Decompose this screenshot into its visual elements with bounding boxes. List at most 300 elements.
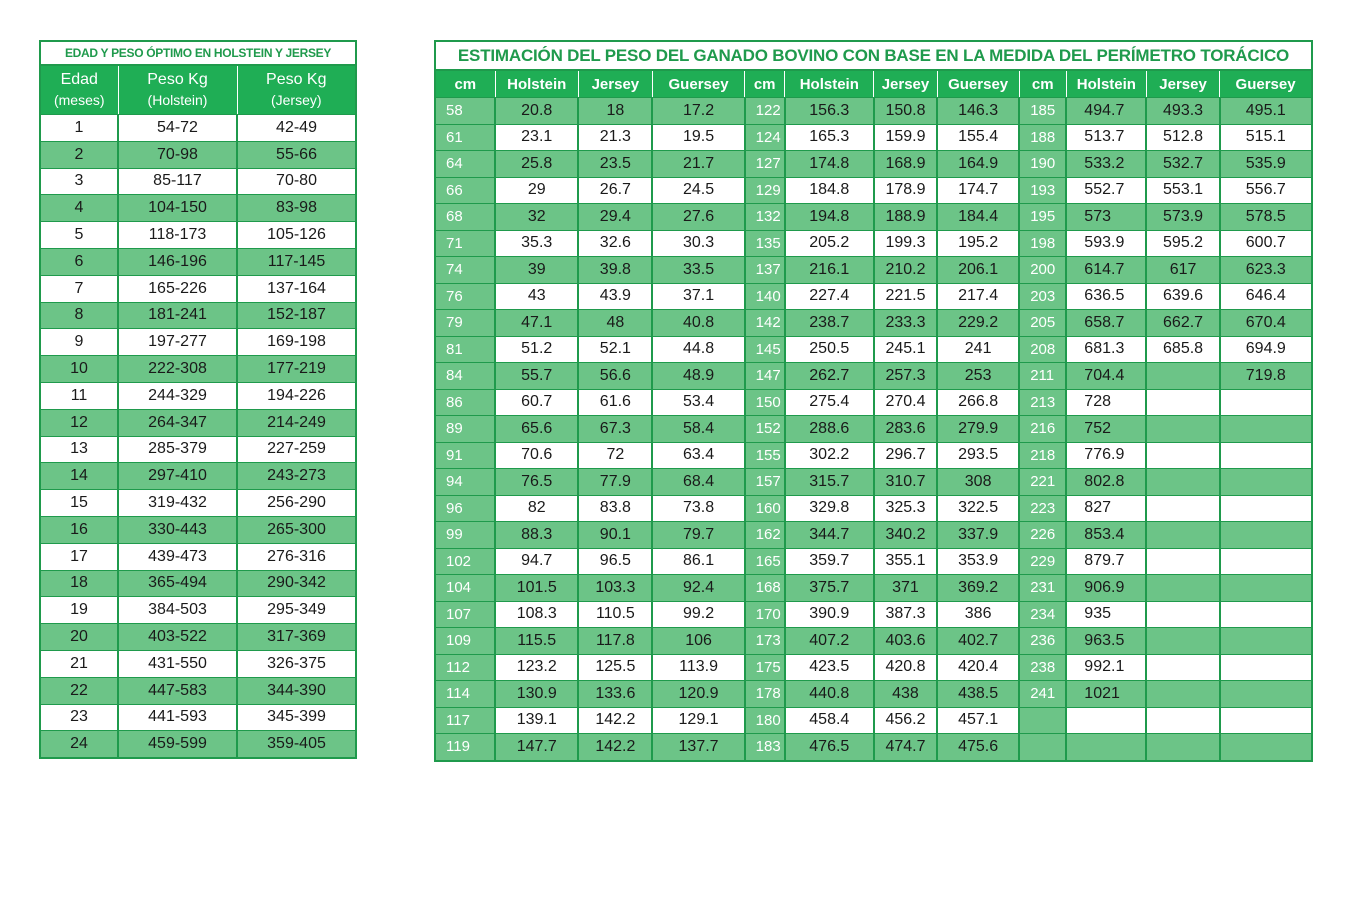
table-cell: 8 [40,302,118,329]
table-cell: 459-599 [118,731,237,758]
table-cell: 447-583 [118,677,237,704]
weight-cell: 21.7 [652,151,744,178]
table-cell: 384-503 [118,597,237,624]
weight-cell [1220,495,1312,522]
weight-cell: 245.1 [874,336,937,363]
weight-cell: 188.9 [874,204,937,231]
weight-cell: 325.3 [874,495,937,522]
weight-cell: 623.3 [1220,257,1312,284]
cm-cell: 91 [435,442,495,469]
table-cell: 222-308 [118,356,237,383]
weight-cell: 52.1 [578,336,652,363]
cm-cell: 114 [435,681,495,708]
table-cell: 10 [40,356,118,383]
table-cell: 11 [40,382,118,409]
table-cell: 14 [40,463,118,490]
weight-cell: 386 [937,601,1019,628]
weight-cell: 117.8 [578,628,652,655]
girth-table-header-cell: Jersey [578,70,652,98]
weight-cell: 110.5 [578,601,652,628]
table-row [40,115,356,142]
weight-cell: 27.6 [652,204,744,231]
table-row [435,389,1312,416]
table-row [435,283,1312,310]
weight-cell: 115.5 [495,628,578,655]
table-cell: 365-494 [118,570,237,597]
weight-cell: 63.4 [652,442,744,469]
table-cell: 181-241 [118,302,237,329]
weight-cell: 573 [1066,204,1146,231]
weight-cell: 101.5 [495,575,578,602]
table-row [435,734,1312,761]
weight-cell: 420.4 [937,654,1019,681]
weight-cell: 375.7 [785,575,874,602]
weight-cell: 728 [1066,389,1146,416]
table-row [40,543,356,570]
weight-cell: 142.2 [578,734,652,761]
weight-cell [1146,681,1219,708]
cm-cell: 66 [435,177,495,204]
weight-cell: 935 [1066,601,1146,628]
cm-cell: 211 [1019,363,1066,390]
weight-cell: 40.8 [652,310,744,337]
weight-cell: 495.1 [1220,98,1312,125]
table-cell: 22 [40,677,118,704]
weight-cell: 906.9 [1066,575,1146,602]
weight-cell: 48.9 [652,363,744,390]
weight-cell: 25.8 [495,151,578,178]
weight-cell: 120.9 [652,681,744,708]
weight-cell [1066,707,1146,734]
weight-cell: 129.1 [652,707,744,734]
table-row [40,248,356,275]
cm-cell: 86 [435,389,495,416]
table-cell: 85-117 [118,168,237,195]
weight-cell: 113.9 [652,654,744,681]
cm-cell: 89 [435,416,495,443]
weight-cell: 184.8 [785,177,874,204]
cm-cell: 71 [435,230,495,257]
table-row [435,442,1312,469]
weight-cell: 20.8 [495,98,578,125]
weight-cell: 72 [578,442,652,469]
header-main-label: Peso Kg [266,71,327,88]
weight-cell: 83.8 [578,495,652,522]
cm-cell: 229 [1019,548,1066,575]
table-row [40,356,356,383]
weight-cell: 216.1 [785,257,874,284]
weight-cell: 658.7 [1066,310,1146,337]
table-row [40,222,356,249]
weight-cell: 58.4 [652,416,744,443]
girth-table-header-cell: cm [1019,70,1066,98]
girth-table-header [435,70,1312,98]
table-row [40,650,356,677]
weight-cell: 296.7 [874,442,937,469]
weight-cell: 65.6 [495,416,578,443]
header-sub-label: (meses) [53,92,105,108]
girth-table-header-cell: Guersey [652,70,744,98]
weight-cell: 685.8 [1146,336,1219,363]
weight-cell: 82 [495,495,578,522]
weight-cell: 32.6 [578,230,652,257]
cm-cell: 168 [745,575,785,602]
table-cell: 4 [40,195,118,222]
weight-cell: 43.9 [578,283,652,310]
age-table-body [40,115,356,759]
weight-cell: 513.7 [1066,124,1146,151]
weight-cell: 694.9 [1220,336,1312,363]
weight-cell: 704.4 [1066,363,1146,390]
weight-cell: 595.2 [1146,230,1219,257]
weight-cell: 457.1 [937,707,1019,734]
table-cell: 9 [40,329,118,356]
weight-cell [1146,707,1219,734]
table-row [40,516,356,543]
weight-cell: 164.9 [937,151,1019,178]
weight-cell: 99.2 [652,601,744,628]
weight-cell [1146,469,1219,496]
cm-cell: 140 [745,283,785,310]
table-row [435,654,1312,681]
table-cell: 137-164 [237,275,356,302]
age-weight-table [39,40,357,759]
cm-cell: 150 [745,389,785,416]
cm-cell: 124 [745,124,785,151]
table-cell: 24 [40,731,118,758]
cm-cell: 99 [435,522,495,549]
table-cell: 104-150 [118,195,237,222]
table-row [40,409,356,436]
table-row [435,575,1312,602]
weight-cell: 21.3 [578,124,652,151]
age-table-header [40,65,356,115]
table-row [40,195,356,222]
weight-cell: 407.2 [785,628,874,655]
cm-cell: 147 [745,363,785,390]
table-cell: 256-290 [237,490,356,517]
cm-cell: 119 [435,734,495,761]
weight-cell: 493.3 [1146,98,1219,125]
weight-cell: 147.7 [495,734,578,761]
weight-cell: 23.5 [578,151,652,178]
weight-cell: 340.2 [874,522,937,549]
weight-cell: 174.7 [937,177,1019,204]
weight-cell: 24.5 [652,177,744,204]
weight-cell: 308 [937,469,1019,496]
weight-cell: 150.8 [874,98,937,125]
table-cell: 165-226 [118,275,237,302]
cm-cell: 142 [745,310,785,337]
girth-table-header-cell: Jersey [1146,70,1219,98]
weight-cell: 573.9 [1146,204,1219,231]
weight-cell [1220,469,1312,496]
weight-cell [1146,601,1219,628]
weight-cell: 47.1 [495,310,578,337]
weight-cell: 662.7 [1146,310,1219,337]
cm-cell: 173 [745,628,785,655]
weight-cell: 229.2 [937,310,1019,337]
weight-cell [1146,575,1219,602]
cm-cell: 178 [745,681,785,708]
table-cell: 285-379 [118,436,237,463]
weight-cell: 353.9 [937,548,1019,575]
cm-cell: 213 [1019,389,1066,416]
weight-cell: 423.5 [785,654,874,681]
weight-cell: 43 [495,283,578,310]
weight-cell: 266.8 [937,389,1019,416]
weight-cell: 494.7 [1066,98,1146,125]
weight-cell [1220,416,1312,443]
header-sub-label: (Holstein) [147,92,208,108]
weight-cell: 17.2 [652,98,744,125]
weight-cell [1146,389,1219,416]
weight-cell: 53.4 [652,389,744,416]
cm-cell: 236 [1019,628,1066,655]
table-cell: 15 [40,490,118,517]
girth-table-header-cell: Holstein [1066,70,1146,98]
weight-cell: 238.7 [785,310,874,337]
weight-cell: 51.2 [495,336,578,363]
weight-cell: 593.9 [1066,230,1146,257]
weight-cell: 310.7 [874,469,937,496]
weight-cell [1220,522,1312,549]
weight-cell: 184.4 [937,204,1019,231]
table-row [435,98,1312,125]
weight-cell: 139.1 [495,707,578,734]
table-row [435,177,1312,204]
cm-cell: 162 [745,522,785,549]
weight-cell: 233.3 [874,310,937,337]
weight-cell: 515.1 [1220,124,1312,151]
cm-cell: 107 [435,601,495,628]
weight-cell: 681.3 [1066,336,1146,363]
weight-cell: 67.3 [578,416,652,443]
table-row [435,230,1312,257]
table-cell: 441-593 [118,704,237,731]
table-row [40,168,356,195]
table-cell: 244-329 [118,382,237,409]
age-table-header-cell [118,65,237,115]
cm-cell: 102 [435,548,495,575]
weight-cell: 359.7 [785,548,874,575]
cm-cell: 188 [1019,124,1066,151]
cm-cell: 155 [745,442,785,469]
cm-cell: 61 [435,124,495,151]
weight-cell: 802.8 [1066,469,1146,496]
weight-cell: 646.4 [1220,283,1312,310]
weight-cell: 55.7 [495,363,578,390]
table-cell: 83-98 [237,195,356,222]
weight-cell [1220,575,1312,602]
cm-cell: 145 [745,336,785,363]
weight-cell: 992.1 [1066,654,1146,681]
cm-cell [1019,707,1066,734]
table-row [40,704,356,731]
weight-cell: 719.8 [1220,363,1312,390]
weight-cell: 283.6 [874,416,937,443]
weight-cell: 174.8 [785,151,874,178]
cm-cell: 203 [1019,283,1066,310]
table-cell: 431-550 [118,650,237,677]
weight-cell: 68.4 [652,469,744,496]
table-cell: 55-66 [237,141,356,168]
table-row [40,141,356,168]
table-row [435,469,1312,496]
weight-cell: 165.3 [785,124,874,151]
table-cell: 319-432 [118,490,237,517]
weight-cell [1220,601,1312,628]
weight-cell: 29 [495,177,578,204]
weight-cell: 70.6 [495,442,578,469]
weight-cell: 96.5 [578,548,652,575]
weight-cell: 108.3 [495,601,578,628]
table-row [40,597,356,624]
table-cell: 13 [40,436,118,463]
girth-table-header-cell: Guersey [937,70,1019,98]
weight-cell: 279.9 [937,416,1019,443]
table-cell: 146-196 [118,248,237,275]
weight-cell [1146,734,1219,761]
weight-cell: 106 [652,628,744,655]
table-cell: 264-347 [118,409,237,436]
girth-weight-table [434,40,1313,762]
cm-cell: 129 [745,177,785,204]
weight-cell: 639.6 [1146,283,1219,310]
table-row [435,522,1312,549]
table-cell: 20 [40,624,118,651]
table-row [40,570,356,597]
weight-cell: 440.8 [785,681,874,708]
table-row [435,495,1312,522]
table-cell: 326-375 [237,650,356,677]
weight-cell: 337.9 [937,522,1019,549]
girth-table-header-cell: Jersey [874,70,937,98]
weight-cell: 156.3 [785,98,874,125]
cm-cell: 152 [745,416,785,443]
weight-cell: 125.5 [578,654,652,681]
cm-cell [1019,734,1066,761]
cm-cell: 218 [1019,442,1066,469]
weight-cell: 476.5 [785,734,874,761]
table-cell: 276-316 [237,543,356,570]
cm-cell: 241 [1019,681,1066,708]
weight-cell: 532.7 [1146,151,1219,178]
weight-cell: 344.7 [785,522,874,549]
weight-cell: 90.1 [578,522,652,549]
weight-cell: 48 [578,310,652,337]
weight-cell: 155.4 [937,124,1019,151]
weight-cell: 355.1 [874,548,937,575]
weight-cell: 438.5 [937,681,1019,708]
girth-table-header-cell: cm [745,70,785,98]
table-row [40,382,356,409]
table-cell: 169-198 [237,329,356,356]
cm-cell: 112 [435,654,495,681]
weight-cell: 76.5 [495,469,578,496]
cm-cell: 58 [435,98,495,125]
cm-cell: 137 [745,257,785,284]
cm-cell: 94 [435,469,495,496]
table-cell: 152-187 [237,302,356,329]
weight-cell: 79.7 [652,522,744,549]
cm-cell: 216 [1019,416,1066,443]
weight-cell: 752 [1066,416,1146,443]
cm-cell: 183 [745,734,785,761]
table-row [40,490,356,517]
weight-cell: 159.9 [874,124,937,151]
weight-cell [1146,522,1219,549]
weight-cell [1220,654,1312,681]
table-cell: 1 [40,115,118,142]
weight-cell: 963.5 [1066,628,1146,655]
weight-cell: 86.1 [652,548,744,575]
weight-cell [1220,628,1312,655]
table-row [435,681,1312,708]
cm-cell: 81 [435,336,495,363]
cm-cell: 79 [435,310,495,337]
table-cell: 6 [40,248,118,275]
weight-cell: 369.2 [937,575,1019,602]
girth-table-header-cell: Holstein [785,70,874,98]
cm-cell: 64 [435,151,495,178]
weight-cell: 178.9 [874,177,937,204]
table-cell: 295-349 [237,597,356,624]
cm-cell: 205 [1019,310,1066,337]
weight-cell: 23.1 [495,124,578,151]
weight-cell [1146,442,1219,469]
weight-cell: 636.5 [1066,283,1146,310]
weight-cell: 142.2 [578,707,652,734]
weight-cell: 26.7 [578,177,652,204]
table-cell: 105-126 [237,222,356,249]
weight-cell [1220,681,1312,708]
table-row [435,151,1312,178]
table-cell: 23 [40,704,118,731]
table-row [435,336,1312,363]
weight-cell: 35.3 [495,230,578,257]
weight-cell: 94.7 [495,548,578,575]
weight-cell: 458.4 [785,707,874,734]
cm-cell: 200 [1019,257,1066,284]
cm-cell: 160 [745,495,785,522]
weight-cell: 387.3 [874,601,937,628]
weight-cell [1146,363,1219,390]
weight-cell [1146,548,1219,575]
weight-cell: 194.8 [785,204,874,231]
cm-cell: 190 [1019,151,1066,178]
weight-cell: 262.7 [785,363,874,390]
weight-cell: 221.5 [874,283,937,310]
weight-cell: 103.3 [578,575,652,602]
table-row [40,463,356,490]
table-cell: 197-277 [118,329,237,356]
table-cell: 265-300 [237,516,356,543]
weight-cell: 92.4 [652,575,744,602]
cm-cell: 234 [1019,601,1066,628]
table-row [435,204,1312,231]
girth-table-header-cell: cm [435,70,495,98]
weight-cell: 600.7 [1220,230,1312,257]
weight-cell: 44.8 [652,336,744,363]
weight-cell: 37.1 [652,283,744,310]
table-row [435,416,1312,443]
cm-cell: 198 [1019,230,1066,257]
weight-cell: 77.9 [578,469,652,496]
weight-cell: 776.9 [1066,442,1146,469]
weight-cell: 73.8 [652,495,744,522]
cm-cell: 193 [1019,177,1066,204]
